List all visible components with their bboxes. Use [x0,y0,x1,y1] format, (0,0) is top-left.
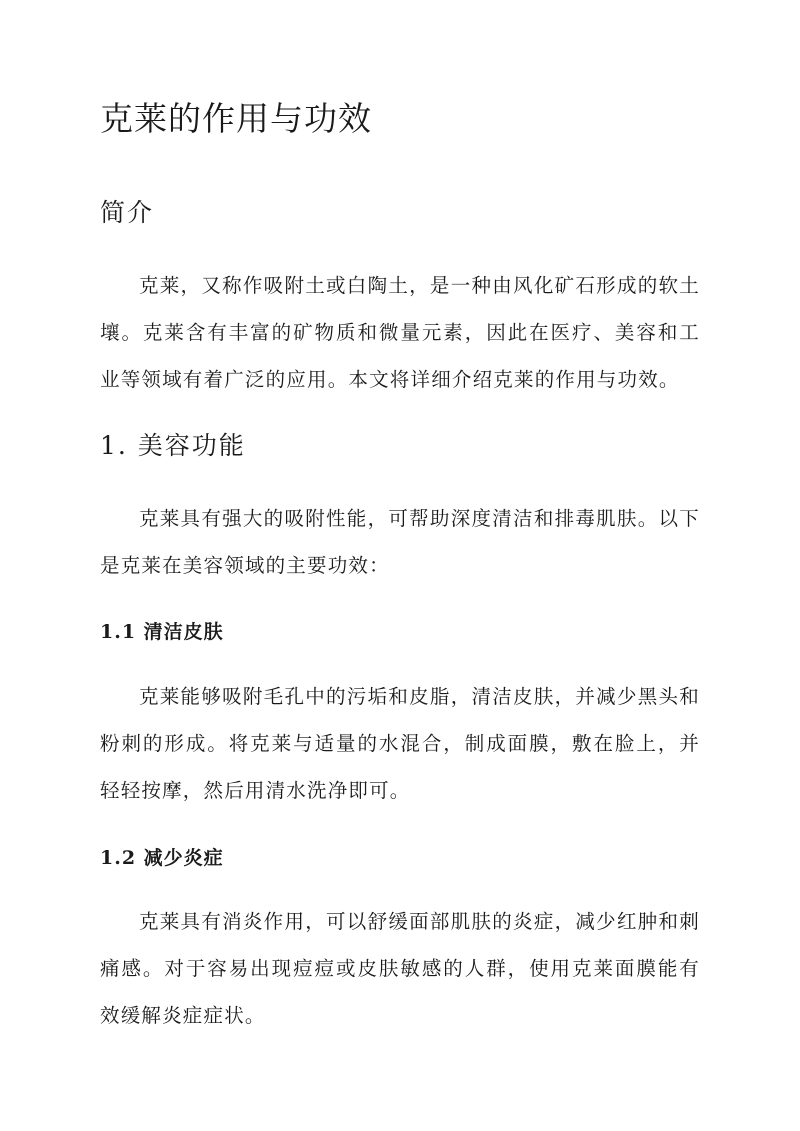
document-title: 克莱的作用与功效 [100,99,372,138]
subsection-1-1-paragraph: 克莱能够吸附毛孔中的污垢和皮脂，清洁皮肤，并减少黑头和粉刺的形成。将克莱与适量的水混合，制成面膜，敷在脸上，并轻轻按摩，然后用清水洗净即可。 [100,685,700,802]
section-1-paragraph: 克莱具有强大的吸附性能，可帮助深度清洁和排毒肌肤。以下是克莱在美容领域的主要功效： [100,507,700,577]
subsection-1-2-heading: 1.2 减少炎症 [100,847,224,869]
subsection-1-2-paragraph: 克莱具有消炎作用，可以舒缓面部肌肤的炎症，减少红肿和刺痛感。对于容易出现痘痘或皮肤敏感的人群，使用克莱面膜能有效缓解炎症症状。 [100,910,700,1027]
section-1-heading: 1. 美容功能 [100,431,246,460]
intro-paragraph: 克莱，又称作吸附土或白陶土，是一种由风化矿石形成的软土壤。克莱含有丰富的矿物质和微量元素，因此在医疗、美容和工业等领域有着广泛的应用。本文将详细介绍克莱的作用与功效。 [100,274,700,391]
subsection-1-1-heading: 1.1 清洁皮肤 [100,621,224,643]
intro-heading: 简介 [100,198,155,227]
